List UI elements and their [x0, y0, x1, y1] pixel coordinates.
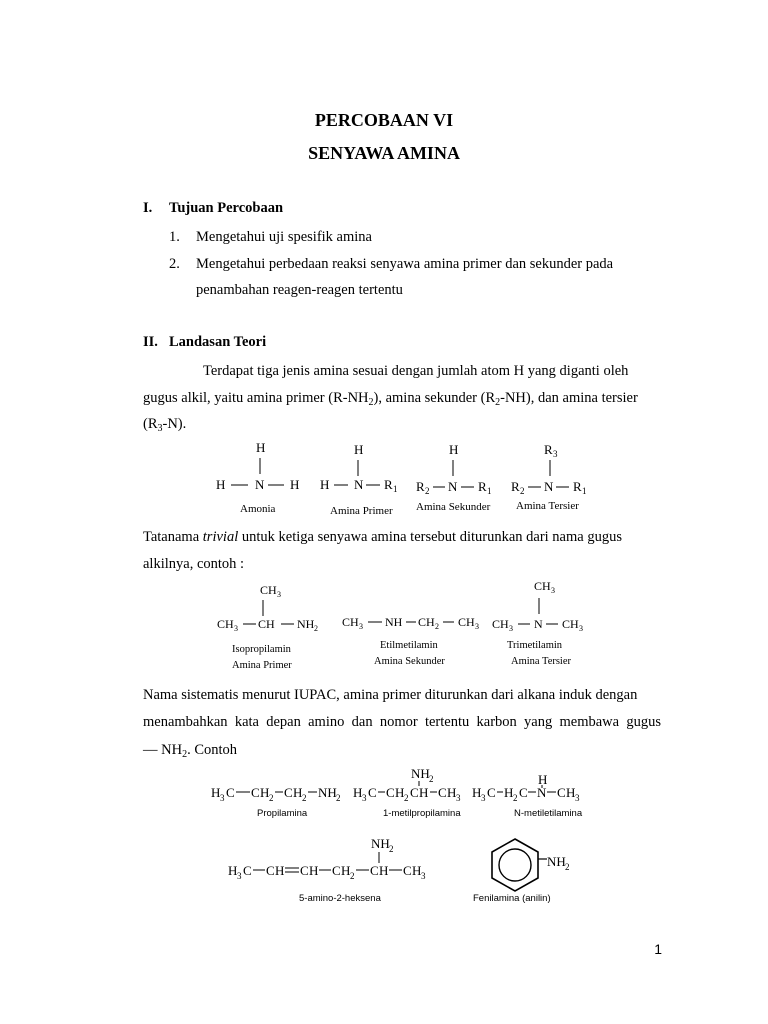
group-ch: CH [458, 615, 475, 629]
section-1-title: Tujuan Percobaan [169, 200, 284, 216]
subscript: 2 [302, 793, 307, 803]
atom-n: N [544, 479, 554, 494]
subscript: 2 [350, 871, 355, 881]
atom-c: C [410, 785, 419, 800]
atom-h: H [290, 477, 300, 492]
subscript: 3 [551, 586, 555, 595]
section-1-number: I. [143, 200, 153, 216]
iupac-label-1-metilpropilamina: 1-metilpropilamina [383, 808, 461, 819]
subscript: 2 [389, 844, 394, 854]
amine-label-primer: Amina Primer [330, 505, 393, 516]
atom-n: N [354, 477, 364, 492]
group-ch: CH [562, 617, 579, 631]
atom-r: R [478, 479, 487, 494]
atom-n: N [448, 479, 458, 494]
subscript: 2 [520, 486, 525, 496]
subscript: 3 [220, 793, 225, 803]
group-nh: NH [411, 766, 430, 781]
atom-n: N [534, 617, 543, 631]
atom-h: H [538, 772, 548, 787]
amine-types-figure [200, 436, 610, 516]
group-ch: CH [534, 579, 551, 593]
subscript: 3 [234, 624, 238, 633]
group-ch: CH [258, 617, 275, 631]
subscript: 2 [513, 793, 518, 803]
paragraph-1-line-2: gugus alkil, yaitu amina primer $(R-NH_2)$, amina sekunder $(R_2-NH)$, dan amina tersier [143, 390, 638, 408]
atom-h: H [354, 442, 364, 457]
subscript: 1 [487, 486, 492, 496]
subscript: 3 [509, 624, 513, 633]
atom-c: C [438, 785, 447, 800]
atom-c: C [487, 785, 496, 800]
subscript: 2 [429, 774, 434, 784]
list-item-1-text: Mengetahui uji spesifik amina [196, 229, 372, 245]
trivial-names-figure [210, 576, 590, 676]
atom-h: H [566, 785, 576, 800]
atom-h: H [320, 477, 330, 492]
atom-c: C [226, 785, 235, 800]
atom-n: N [255, 477, 265, 492]
atom-c: C [386, 785, 395, 800]
iupac-label-propilamina: Propilamina [257, 808, 308, 819]
subscript: 3 [421, 871, 426, 881]
atom-h: H [275, 863, 285, 878]
paragraph-3-line-3: — $NH_2$. Contoh [143, 742, 238, 760]
atom-h: H [309, 863, 319, 878]
trivial-label-primer: Amina Primer [232, 660, 292, 671]
trivial-label-isopropilamin: Isopropilamin [232, 644, 291, 655]
atom-c: C [403, 863, 412, 878]
list-item-2-line-1: Mengetahui perbedaan reaksi senyawa amina primer dan sekunder pada [196, 256, 614, 272]
subscript: 3 [359, 622, 363, 631]
paragraph-2-line-1: Tatanama trivial untuk ketiga senyawa amina tersebut diturunkan dari nama gugus [143, 529, 622, 545]
subscript: 1 [393, 484, 398, 494]
amine-label-amonia: Amonia [240, 503, 276, 515]
atom-h: H [211, 785, 221, 800]
subscript: 3 [481, 793, 486, 803]
atom-c: C [243, 863, 252, 878]
trivial-label-etilmetilamin: Etilmetilamin [380, 640, 438, 651]
trivial-label-trimetilamin: Trimetilamin [507, 640, 563, 651]
subscript: 3 [579, 624, 583, 633]
atom-h: H [260, 785, 270, 800]
atom-r: R [573, 479, 582, 494]
group-nh: NH [297, 617, 315, 631]
atom-n: N [537, 785, 547, 800]
atom-r: R [384, 477, 393, 492]
group-nh: NH [547, 854, 566, 869]
document-subtitle: SENYAWA AMINA [308, 143, 460, 163]
paragraph-1-line-1: Terdapat tiga jenis amina sesuai dengan jumlah atom H yang diganti oleh [203, 363, 629, 379]
paragraph-1-line-3: $(R_3-N)$. [143, 416, 187, 434]
atom-h: H [504, 785, 514, 800]
atom-h: H [228, 863, 238, 878]
list-item-2-line-2: penambahan reagen-reagen tertentu [196, 282, 403, 298]
atom-c: C [332, 863, 341, 878]
atom-c: C [284, 785, 293, 800]
atom-h: H [293, 785, 303, 800]
group-ch: CH [217, 617, 234, 631]
group-ch: CH [260, 583, 277, 597]
subscript: 3 [277, 590, 281, 599]
atom-r: R [544, 442, 553, 457]
benzene-ring-icon [492, 839, 547, 891]
subscript: 1 [582, 486, 587, 496]
atom-h: H [256, 440, 266, 455]
subscript: 2 [425, 486, 430, 496]
group-ch: CH [492, 617, 509, 631]
subscript: 3 [456, 793, 461, 803]
atom-h: H [353, 785, 363, 800]
group-nh: NH [385, 615, 403, 629]
group-ch: CH [342, 615, 359, 629]
subscript: 3 [362, 793, 367, 803]
group-nh: NH [318, 785, 337, 800]
atom-c: C [368, 785, 377, 800]
subscript: 2 [336, 793, 341, 803]
paragraph-2-line-2: alkilnya, contoh : [143, 556, 245, 572]
iupac-names-figure [205, 762, 595, 912]
subscript: 2 [435, 622, 439, 631]
trivial-label-tersier: Amina Tersier [511, 656, 572, 667]
atom-r: R [416, 479, 425, 494]
subscript: 3 [575, 793, 580, 803]
atom-c: C [557, 785, 566, 800]
trivial-label-sekunder: Amina Sekunder [374, 656, 445, 667]
subscript: 2 [314, 624, 318, 633]
iupac-label-5-amino-2-heksena: 5-amino-2-heksena [299, 893, 381, 904]
amine-label-tersier: Amina Tersier [516, 500, 579, 512]
atom-h: H [419, 785, 429, 800]
section-2-title: Landasan Teori [169, 334, 267, 350]
subscript: 2 [565, 862, 570, 872]
atom-c: C [251, 785, 260, 800]
atom-h: H [341, 863, 351, 878]
document-title: PERCOBAAN VI [314, 110, 454, 130]
atom-c: C [300, 863, 309, 878]
atom-c: C [266, 863, 275, 878]
subscript: 2 [269, 793, 274, 803]
atom-h: H [447, 785, 457, 800]
paragraph-3-line-2: menambahkan kata depan amino dan nomor tertentu karbon yang membawa gugus [143, 714, 661, 730]
subscript: 3 [237, 871, 242, 881]
group-nh: NH [371, 836, 390, 851]
atom-h: H [472, 785, 482, 800]
page-number: 1 [654, 941, 662, 957]
atom-h: H [395, 785, 405, 800]
subscript: 3 [553, 449, 558, 459]
amine-label-sekunder: Amina Sekunder [416, 501, 491, 513]
subscript: 2 [404, 793, 409, 803]
paragraph-3-line-1: Nama sistematis menurut IUPAC, amina primer diturunkan dari alkana induk dengan [143, 687, 638, 703]
iupac-label-n-metiletilamina: N-metiletilamina [514, 808, 583, 819]
list-item-1-number: 1. [169, 229, 180, 245]
atom-h: H [379, 863, 389, 878]
section-2-number: II. [143, 334, 158, 350]
atom-h: H [412, 863, 422, 878]
iupac-label-fenilamina: Fenilamina (anilin) [473, 893, 551, 904]
atom-h: H [449, 442, 459, 457]
subscript: 3 [475, 622, 479, 631]
group-ch: CH [418, 615, 435, 629]
atom-c: C [370, 863, 379, 878]
atom-r: R [511, 479, 520, 494]
atom-c: C [519, 785, 528, 800]
list-item-2-number: 2. [169, 256, 180, 272]
atom-h: H [216, 477, 226, 492]
